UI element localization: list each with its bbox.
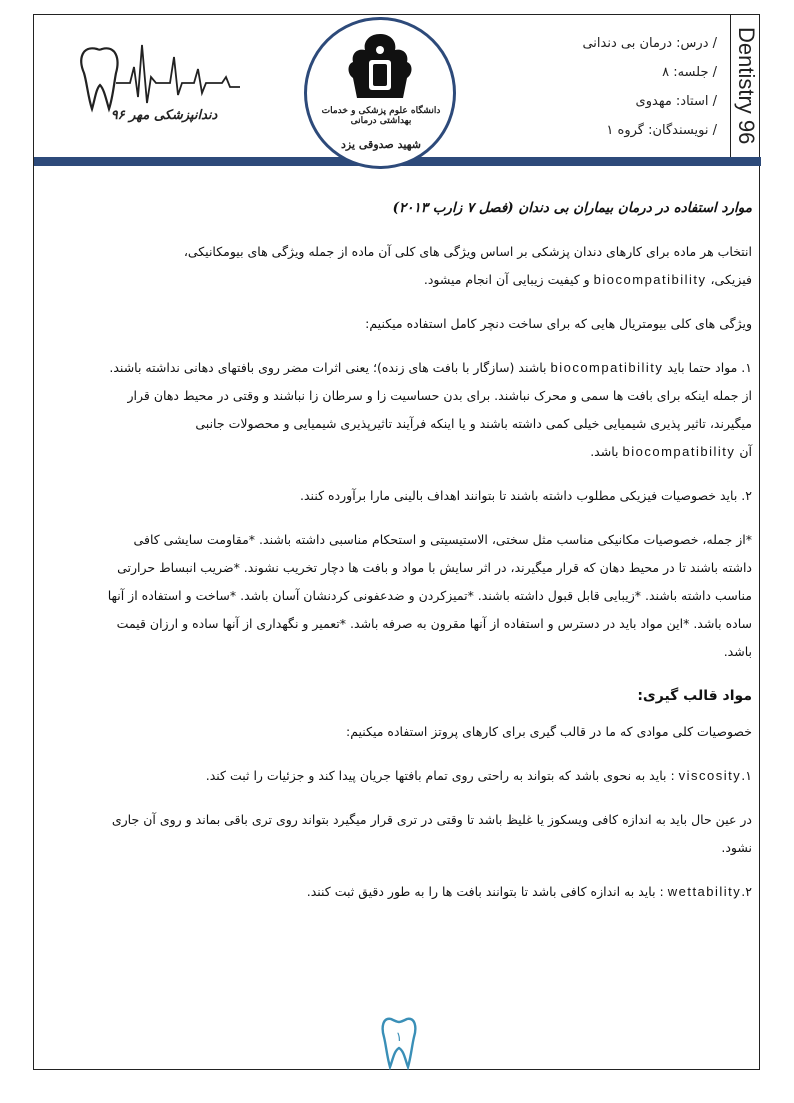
meta-writers-value: گروه ۱: [606, 123, 644, 138]
impression-general-line: خصوصیات کلی موادی که ما در قالب گیری برای کارهای پروتز استفاده میکنیم:: [346, 724, 752, 739]
biocompatibility-term: biocompatibility: [622, 444, 736, 459]
meta-writers-label: / نویسندگان:: [648, 123, 717, 138]
wettability-num: ۲.: [741, 884, 752, 899]
side-tag-label: Dentistry 96: [734, 27, 759, 145]
page-frame: [33, 14, 760, 1070]
item-1-l4-pre: آن: [739, 444, 752, 459]
properties-para-line-1: *از جمله، خصوصیات مکانیکی مناسب مثل سختی، الاستیسیتی و استحکام مناسبی داشته باشند. *مقاومت سایشی کافی: [133, 532, 752, 547]
intro-line-2: [42, 266, 752, 294]
meta-course-value: درمان بی دندانی: [582, 36, 673, 51]
item-1-pre: ۱. مواد حتما باید: [667, 360, 752, 375]
properties-para-line-5: باشد.: [723, 644, 752, 659]
meta-session-value: ۸: [662, 65, 670, 80]
wettability-term: wettability: [667, 884, 742, 899]
item-1-line-4: [42, 438, 752, 466]
viscosity-term: viscosity: [678, 768, 742, 783]
item-1-line-3: میگیرند، تاثیر پذیری شیمیایی خیلی کمی داشته باشند و یا اینکه فرآیند تاثیرپذیری شیمیایی و محصولات جانبی: [195, 416, 752, 431]
properties-para-line-3: مناسب داشته باشند. *زیبایی قابل قبول داشته باشند. *تمیزکردن و ضدعفونی کردنشان آسان باشد. *ساخت و استفاده از آنها: [107, 588, 752, 603]
intro-line-2-pre: فیزیکی،: [710, 272, 752, 287]
wettability-text: : باید به اندازه کافی باشد تا بتوانند بافت ها را به طور دقیق ثبت کنند.: [306, 884, 664, 899]
page-number: ۱: [395, 1030, 403, 1045]
lecture-meta: [582, 29, 717, 145]
section-title: موارد استفاده در درمان بیماران بی دندان (فصل ۷ زارب ۲۰۱۳): [392, 200, 752, 216]
biocompatibility-term: biocompatibility: [593, 272, 707, 287]
intro-line-2-post: و کیفیت زیبایی آن انجام میشود.: [423, 272, 590, 287]
item-2-line: ۲. باید خصوصیات فیزیکی مطلوب داشته باشند تا بتوانند اهداف بالینی مارا برآورده کنند.: [300, 488, 752, 503]
item-1-post: باشند (سازگار با بافت های زنده)؛ یعنی اثرات مضر روی بافتهای دهانی نداشته باشند.: [109, 360, 547, 375]
meta-writers: [582, 116, 717, 145]
document-body: [42, 200, 752, 906]
properties-para-line-2: داشته باشند تا در محیط دهان که قرار میگیرند، در اثر سایش با مواد و بافت ها دچار تخریب نشوند. *ضریب انبساط حرارتی: [117, 560, 752, 575]
tooth-icon: [379, 1015, 419, 1070]
meta-session: [582, 58, 717, 87]
viscosity-num: ۱.: [741, 768, 752, 783]
item-1-line-1: [42, 354, 752, 382]
viscosity-line-2: در عین حال باید به اندازه کافی ویسکوز یا غلیظ باشد تا وقتی در تری قرار میگیرد بتواند روی تری باقی بماند و روی آن جاری: [111, 812, 752, 827]
logo-caption: دندانپزشکی مهر ۹۶: [110, 108, 218, 123]
intro-line-1: انتخاب هر ماده برای کارهای دندان پزشکی بر اساس ویژگی های کلی آن ماده از جمله ویژگی های بیومکانیکی،: [183, 244, 752, 259]
item-1-l4-post: باشد.: [590, 444, 619, 459]
viscosity-text: : باید به نحوی باشد که بتواند به راحتی روی تمام بافتها جریان پیدا کند و جزئیات را ثبت کند.: [205, 768, 675, 783]
general-properties-line: ویژگی های کلی بیومتریال هایی که برای ساخت دنچر کامل استفاده میکنیم:: [365, 316, 752, 331]
viscosity-line: [42, 762, 752, 790]
dentistry-logo: [72, 37, 242, 147]
tooth-ecg-icon: [72, 37, 242, 117]
meta-course-label: / درس:: [676, 36, 717, 51]
page-number-tooth: [379, 1015, 419, 1070]
meta-teacher-label: / استاد:: [675, 94, 717, 109]
properties-para-line-4: ساده باشد. *این مواد باید در دسترس و استفاده از آنها مقرون به صرفه باشد. *تعمیر و نگهداری از آنها ساده و ارزان قیمت: [116, 616, 752, 631]
meta-teacher-value: مهدوی: [635, 94, 672, 109]
viscosity-line-3: نشود.: [721, 840, 752, 855]
meta-course: [582, 29, 717, 58]
university-seal: [304, 17, 456, 169]
impression-heading: مواد قالب گیری:: [637, 688, 752, 704]
item-1-line-2: از جمله اینکه برای بافت ها سمی و محرک نباشند. برای بدن حساسیت زا و سرطان زا نباشند و وقتی در محیط دهان قرار: [127, 388, 752, 403]
seal-text-bottom: شهید صدوقی یزد: [341, 138, 421, 151]
meta-teacher: [582, 87, 717, 116]
side-tag: [730, 15, 761, 157]
meta-session-label: / جلسه:: [673, 65, 717, 80]
wettability-line: [42, 878, 752, 906]
document-header: [34, 15, 761, 175]
biocompatibility-term: biocompatibility: [550, 360, 664, 375]
seal-text-top: دانشگاه علوم پزشکی و خدمات بهداشتی درمانی: [321, 106, 441, 126]
